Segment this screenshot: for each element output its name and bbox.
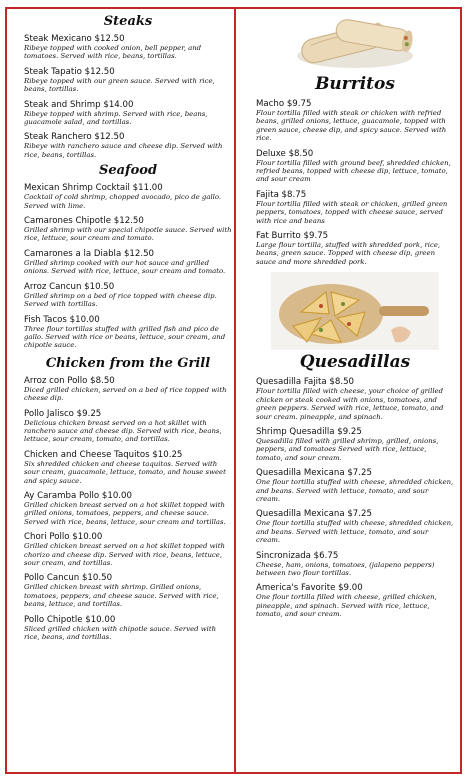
item-name: Steak and Shrimp $14.00	[24, 99, 134, 110]
item-desc: Flour tortilla filled with steak or chicken with refried beans, grilled onions, lettuce, guacamole, topped with green sauce, cheese dip, and spicy sauce. Served with rice.	[256, 109, 447, 143]
item-name: Steak Ranchero $12.50	[24, 132, 125, 143]
menu-item	[24, 67, 232, 94]
item-name: Arroz Cancun $10.50	[24, 281, 115, 292]
item-desc: Sliced grilled chicken with chipotle sauce. Served with rice, beans, and tortillas.	[24, 624, 217, 642]
item-name: Pollo Chipotle $10.00	[24, 614, 116, 625]
item-desc: Delicious chicken breast served on a hot skillet with ranchero sauce and cheese dip. Served with rice, beans, lettuce, sour cream, tomato, and tortillas.	[24, 418, 222, 444]
item-desc: One flour tortilla stuffed with cheese, shredded chicken, and beans. Served with lettuce, tomato, and sour cream.	[256, 519, 454, 545]
menu-item	[24, 409, 232, 444]
item-desc: Six shredded chicken and cheese taquitos. Served with sour cream, guacamole, lettuce, tomato, and house sweet and spicy sauce.	[24, 459, 226, 485]
item-name: Chicken and Cheese Taquitos $10.25	[24, 449, 183, 460]
menu-item	[256, 99, 454, 143]
item-desc: Cocktail of cold shrimp, chopped avocado, pico de gallo. Served with lime.	[24, 193, 222, 210]
menu-item	[24, 491, 232, 526]
item-desc: Quesadilla filled with grilled shrimp, grilled, onions, peppers, and tomatoes Served with rice, lettuce, tomato, and sour cream.	[256, 436, 439, 462]
item-name: Fajita $8.75	[256, 189, 307, 200]
item-name: Steak Tapatio $12.50	[24, 66, 115, 77]
menu-item	[24, 282, 232, 309]
left-column	[24, 10, 232, 641]
item-desc: Ribeye with ranchero sauce and cheese dip. Served with rice, beans, tortillas.	[24, 142, 223, 159]
item-name: Fish Tacos $10.00	[24, 314, 100, 325]
item-desc: Grilled shrimp with our special chipotle sauce. Served with rice, lettuce, sour cream and tomato.	[24, 226, 232, 243]
item-desc: Grilled chicken breast with shrimp. Grilled onions, tomatoes, peppers, and cheese sauce. Served with rice, beans, lettuce, and tortillas.	[24, 583, 219, 609]
right-column	[256, 10, 454, 619]
section-title-steaks: Steaks	[103, 14, 153, 29]
menu-item	[256, 149, 454, 184]
menu-item	[24, 615, 232, 642]
item-desc: Cheese, ham, onions, tomatoes, (jalapeno peppers) between two flour tortillas.	[256, 560, 435, 577]
menu-item	[256, 509, 454, 544]
item-desc: Grilled chicken breast served on a hot skillet topped with chorizo and cheese dip. Served with rice, beans, lettuce, sour cream, and tortillas.	[24, 542, 225, 567]
menu-item	[24, 183, 232, 210]
column-divider	[234, 7, 236, 774]
burrito-photo	[291, 10, 419, 72]
item-name: Shrimp Quesadilla $9.25	[256, 426, 362, 437]
item-name: America's Favorite $9.00	[256, 583, 363, 594]
menu-item	[256, 190, 454, 225]
menu-item	[256, 551, 454, 578]
item-desc: Grilled chicken breast served on a hot skillet topped with grilled onions, tomatoes, peppers, and cheese sauce. Served with rice, beans, lettuce, sour cream and tortillas.	[24, 500, 226, 526]
menu-item	[24, 376, 232, 403]
section-title-burritos: Burritos	[315, 74, 395, 94]
item-desc: Ribeye topped with cooked onion, bell pepper, and tomatoes. Served with rice, beans, tortillas.	[24, 44, 202, 61]
quesadilla-photo	[271, 272, 439, 350]
menu-item	[256, 427, 454, 462]
item-name: Arroz con Pollo $8.50	[24, 375, 115, 386]
menu-item	[24, 132, 232, 159]
item-desc: Three flour tortillas stuffed with grilled fish and pico de gallo. Served with rice or beans, lettuce, sour cream, and chipotle sauce.	[24, 324, 226, 350]
item-name: Sincronizada $6.75	[256, 550, 339, 561]
section-title-seafood: Seafood	[98, 163, 158, 179]
item-desc: Ribeye topped with shrimp. Served with rice, beans, guacamole salad, and tortillas.	[24, 109, 208, 127]
menu-item	[24, 450, 232, 485]
item-name: Ay Caramba Pollo $10.00	[24, 490, 132, 501]
item-desc: Large flour tortilla, stuffed with shredded pork, rice, beans, green sauce. Topped with cheese dip, green sauce and more shredded pork.	[256, 241, 441, 266]
menu-item	[24, 216, 232, 243]
menu-item	[256, 468, 454, 503]
item-desc: Diced grilled chicken, served on a bed of rice topped with cheese dip.	[24, 385, 227, 403]
item-name: Quesadilla Fajita $8.50	[256, 377, 355, 388]
item-name: Camarones a la Diabla $12.50	[24, 248, 155, 259]
item-name: Pollo Jalisco $9.25	[24, 408, 102, 419]
menu-item	[24, 315, 232, 350]
item-name: Steak Mexicano $12.50	[24, 34, 125, 44]
menu-item	[24, 573, 232, 608]
menu-item	[24, 532, 232, 567]
menu-item	[256, 377, 454, 421]
item-desc: Grilled shrimp cooked with our hot sauce and grilled onions. Served with rice, lettuce, sour cream and tomato.	[24, 258, 226, 276]
item-name: Chori Pollo $10.00	[24, 532, 103, 543]
item-name: Mexican Shrimp Cocktail $11.00	[24, 183, 163, 194]
item-desc: One flour tortilla filled with cheese, grilled chicken, pineapple, and spinach. Served with rice, lettuce, tomato, and sour cream.	[256, 593, 437, 619]
menu-item	[24, 34, 232, 61]
item-desc: One flour tortilla stuffed with cheese, shredded chicken, and beans. Served with lettuce, tomato, and sour cream.	[256, 478, 454, 503]
section-title-quesadillas: Quesadillas	[299, 352, 411, 373]
item-name: Pollo Cancun $10.50	[24, 573, 113, 584]
item-desc: Grilled shrimp on a bed of rice topped with cheese dip. Served with tortillas.	[24, 291, 217, 309]
menu-item	[24, 100, 232, 127]
item-desc: Ribeye topped with our green sauce. Served with rice, beans, tortillas.	[24, 76, 215, 94]
item-name: Macho $9.75	[256, 99, 312, 109]
item-desc: Flour tortilla filled with cheese, your choice of grilled chicken or steak cooked with onions, tomatoes, and green peppers. Served with rice, lettuce, tomato, and sour cream. pineapple, and spinach.	[256, 387, 444, 421]
item-name: Quesadilla Mexicana $7.25	[256, 509, 372, 520]
item-desc: Flour tortilla filled with ground beef, shredded chicken, refried beans, topped with cheese dip, lettuce, tomato, and sour cream	[256, 158, 451, 184]
menu-item	[256, 583, 454, 618]
section-title-chicken: Chicken from the Grill	[45, 355, 211, 371]
item-name: Fat Burrito $9.75	[256, 231, 329, 242]
menu-item	[24, 249, 232, 276]
item-name: Camarones Chipotle $12.50	[24, 216, 144, 227]
item-name: Quesadilla Mexicana $7.25	[256, 468, 372, 479]
item-desc: Flour tortilla filled with steak or chicken, grilled green peppers, tomatoes, topped with cheese sauce, served with rice and beans	[256, 199, 448, 225]
item-name: Deluxe $8.50	[256, 148, 314, 159]
menu-item	[256, 231, 454, 266]
